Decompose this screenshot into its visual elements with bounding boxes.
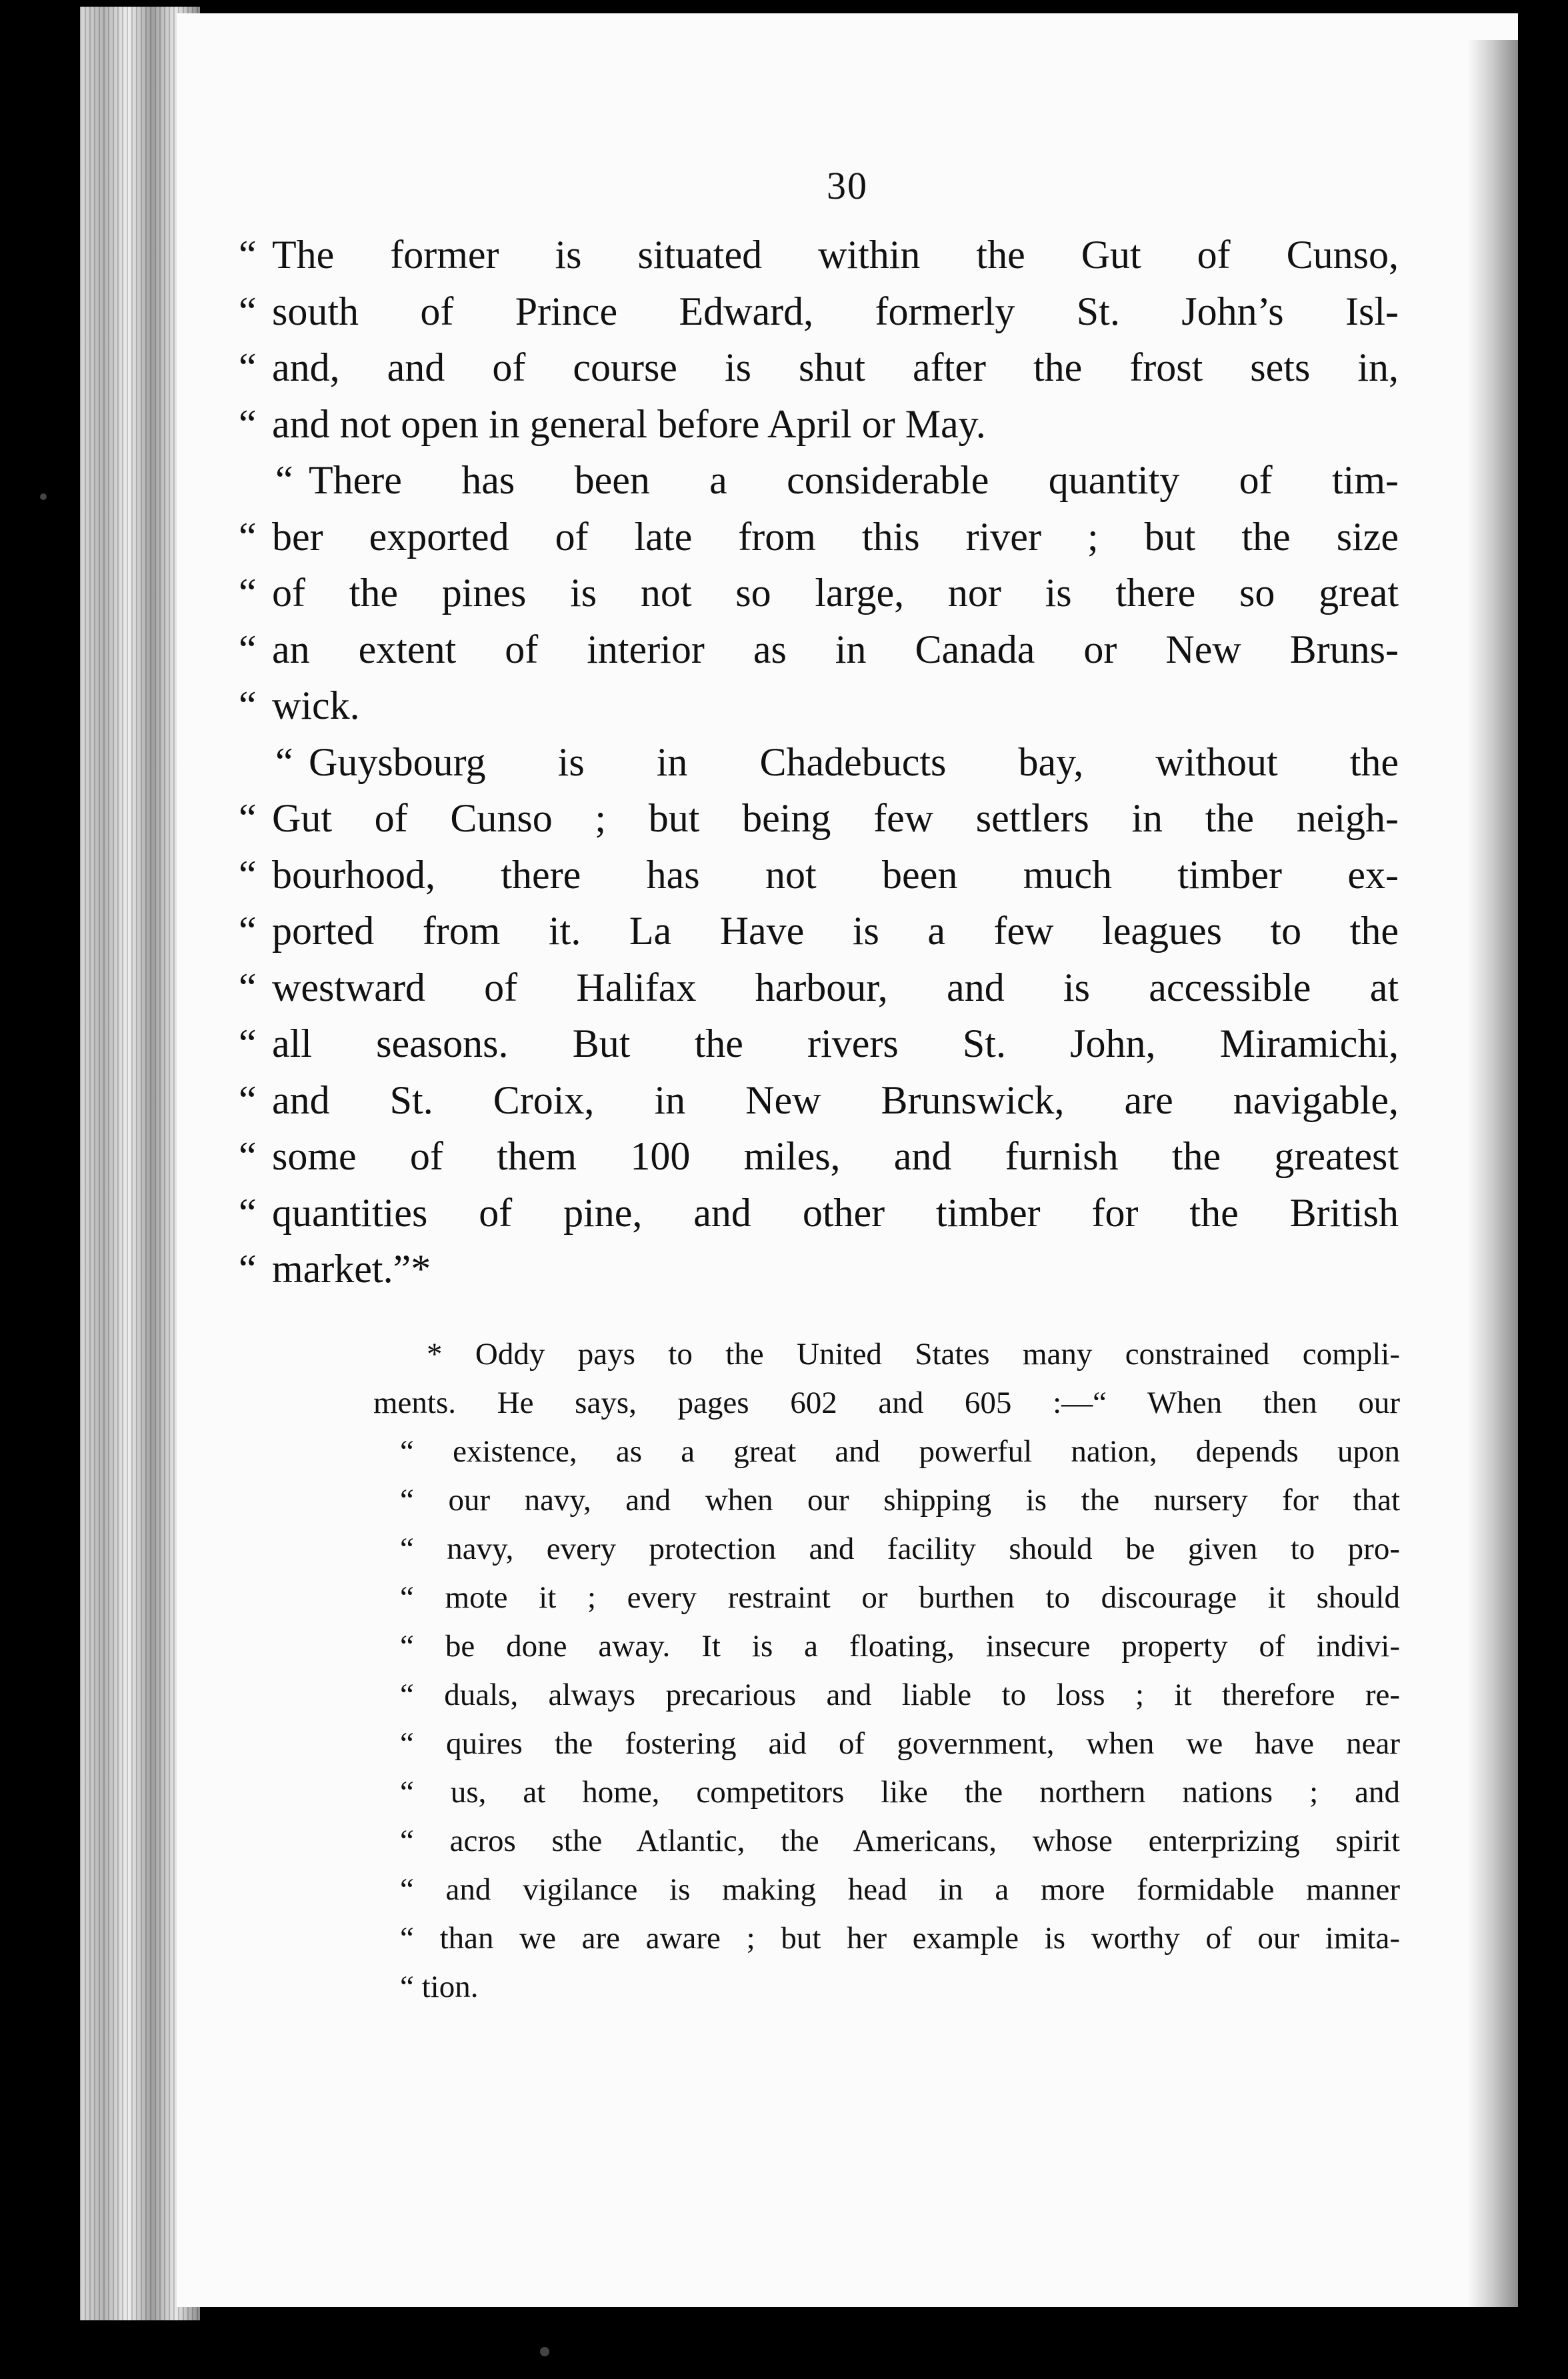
text-line bbox=[239, 903, 1399, 959]
footnote-line bbox=[400, 1525, 1400, 1574]
line-text: wick. bbox=[272, 683, 360, 727]
footnote-line bbox=[400, 1914, 1400, 1963]
footnote-text: quires the fostering aid of government, when we have near bbox=[445, 1726, 1400, 1761]
text-line bbox=[239, 396, 1399, 453]
footnote-marker: “ bbox=[400, 1824, 450, 1858]
quote-mark: “ bbox=[239, 233, 257, 277]
footnote-marker: “ bbox=[400, 1580, 445, 1615]
footnote-line bbox=[400, 1476, 1400, 1525]
quote-mark: “ bbox=[239, 1134, 257, 1178]
footnote-text: Oddy pays to the United States many constrained compli- bbox=[475, 1337, 1400, 1372]
text-line bbox=[239, 621, 1399, 678]
footnote-marker: * bbox=[427, 1337, 475, 1372]
line-text: The former is situated within the Gut of Cunso, bbox=[272, 233, 1399, 277]
footnote-line bbox=[400, 1330, 1400, 1379]
footnote-text: tion. bbox=[421, 1970, 479, 2004]
footnote-line bbox=[400, 1866, 1400, 1914]
footnote-line bbox=[400, 1768, 1400, 1817]
text-line bbox=[239, 1015, 1399, 1072]
page-number: 30 bbox=[827, 164, 868, 207]
footnote-text: mote it ; every restraint or burthen to discourage it should bbox=[445, 1580, 1400, 1615]
footnote-text: than we are aware ; but her example is worthy of our imita- bbox=[439, 1921, 1400, 1956]
footnote-marker: “ bbox=[400, 1970, 422, 2004]
footnote-marker: “ bbox=[400, 1532, 447, 1566]
footnote-line bbox=[400, 1963, 1400, 2012]
quote-mark: “ bbox=[239, 1190, 257, 1235]
footnote-line bbox=[400, 1720, 1400, 1768]
line-text: some of them 100 miles, and furnish the greatest bbox=[272, 1134, 1399, 1178]
text-line bbox=[239, 283, 1399, 340]
line-text: and St. Croix, in New Brunswick, are navigable, bbox=[272, 1077, 1399, 1122]
line-text: westward of Halifax harbour, and is accessible at bbox=[272, 965, 1399, 1009]
line-text: Guysbourg is in Chadebucts bay, without the bbox=[309, 739, 1399, 784]
footnote-text: acros sthe Atlantic, the Americans, whose enterprizing spirit bbox=[449, 1824, 1400, 1858]
text-line bbox=[239, 1128, 1399, 1185]
line-text: all seasons. But the rivers St. John, Miramichi, bbox=[272, 1021, 1399, 1065]
quote-mark: “ bbox=[239, 401, 257, 446]
footnote-marker: “ bbox=[400, 1726, 446, 1761]
text-line bbox=[239, 452, 1399, 509]
footnote-text: navy, every protection and facility should be given to pro- bbox=[447, 1532, 1400, 1566]
text-line bbox=[239, 790, 1399, 847]
footnote-marker: “ bbox=[400, 1921, 440, 1956]
line-text: of the pines is not so large, nor is there so great bbox=[272, 571, 1399, 615]
text-line bbox=[239, 734, 1399, 791]
line-text: quantities of pine, and other timber for the British bbox=[272, 1190, 1399, 1235]
footnote-marker: “ bbox=[400, 1775, 451, 1810]
footnote-text: duals, always precarious and liable to loss ; it therefore re- bbox=[444, 1678, 1400, 1712]
quote-mark: “ bbox=[239, 627, 257, 671]
footnote-text: existence, as a great and powerful nation, depends upon bbox=[453, 1434, 1400, 1469]
line-text: and not open in general before April or May. bbox=[272, 401, 986, 446]
quote-mark: “ bbox=[239, 852, 257, 897]
line-text: bourhood, there has not been much timber ex- bbox=[272, 852, 1399, 897]
quote-mark: “ bbox=[239, 965, 257, 1009]
footnote-line bbox=[400, 1622, 1400, 1671]
footnote-marker: “ bbox=[400, 1872, 446, 1907]
line-text: and, and of course is shut after the frost sets in, bbox=[272, 345, 1399, 389]
gutter-shadow bbox=[1468, 40, 1518, 2307]
footnote-text: be done away. It is a floating, insecure property of indivi- bbox=[445, 1629, 1400, 1664]
quote-mark: “ bbox=[239, 289, 257, 333]
footnote-text: our navy, and when our shipping is the nursery for that bbox=[448, 1483, 1400, 1518]
quote-mark: “ bbox=[239, 571, 257, 615]
text-line bbox=[239, 227, 1399, 283]
footnote-marker: “ bbox=[400, 1629, 445, 1664]
line-text: There has been a considerable quantity of tim- bbox=[309, 458, 1399, 502]
footnote-line bbox=[400, 1428, 1400, 1476]
text-line bbox=[239, 959, 1399, 1016]
quote-mark: “ bbox=[239, 1247, 257, 1291]
text-line bbox=[239, 1072, 1399, 1129]
quote-mark: “ bbox=[239, 1021, 257, 1065]
footnote-block bbox=[373, 1330, 1400, 2012]
quote-mark: “ bbox=[239, 796, 257, 840]
footnote-marker: “ bbox=[400, 1483, 449, 1518]
footnote-line bbox=[400, 1817, 1400, 1866]
footnote-marker: “ bbox=[400, 1434, 453, 1469]
quote-mark: “ bbox=[275, 739, 293, 784]
text-line bbox=[239, 847, 1399, 903]
line-text: market.”* bbox=[272, 1247, 431, 1291]
footnote-line bbox=[400, 1574, 1400, 1622]
quote-mark: “ bbox=[239, 345, 257, 389]
line-text: south of Prince Edward, formerly St. John’s Isl- bbox=[272, 289, 1399, 333]
footnote-marker: “ bbox=[400, 1678, 445, 1712]
text-line bbox=[239, 565, 1399, 621]
quote-mark: “ bbox=[239, 514, 257, 559]
scan-speck bbox=[540, 2347, 549, 2356]
text-line bbox=[239, 339, 1399, 396]
footnote-text: ments. He says, pages 602 and 605 :—“ When then our bbox=[373, 1386, 1400, 1420]
line-text: an extent of interior as in Canada or New Bruns- bbox=[272, 627, 1399, 671]
quote-mark: “ bbox=[239, 1077, 257, 1122]
text-line bbox=[239, 509, 1399, 565]
quote-mark: “ bbox=[275, 458, 293, 502]
footnote-line bbox=[400, 1671, 1400, 1720]
line-text: Gut of Cunso ; but being few settlers in the neigh- bbox=[272, 796, 1399, 840]
line-text: ber exported of late from this river ; but the size bbox=[272, 514, 1399, 559]
scan-speck bbox=[40, 493, 47, 500]
text-line bbox=[239, 1241, 1399, 1298]
quote-mark: “ bbox=[239, 683, 257, 727]
footnote-text: us, at home, competitors like the northern nations ; and bbox=[450, 1775, 1400, 1810]
text-line bbox=[239, 1185, 1399, 1242]
text-line bbox=[239, 677, 1399, 734]
quote-mark: “ bbox=[239, 909, 257, 953]
main-text-block bbox=[239, 227, 1399, 1298]
footnote-line bbox=[373, 1379, 1400, 1428]
footnote-text: and vigilance is making head in a more formidable manner bbox=[445, 1872, 1400, 1907]
line-text: ported from it. La Have is a few leagues to the bbox=[272, 909, 1399, 953]
